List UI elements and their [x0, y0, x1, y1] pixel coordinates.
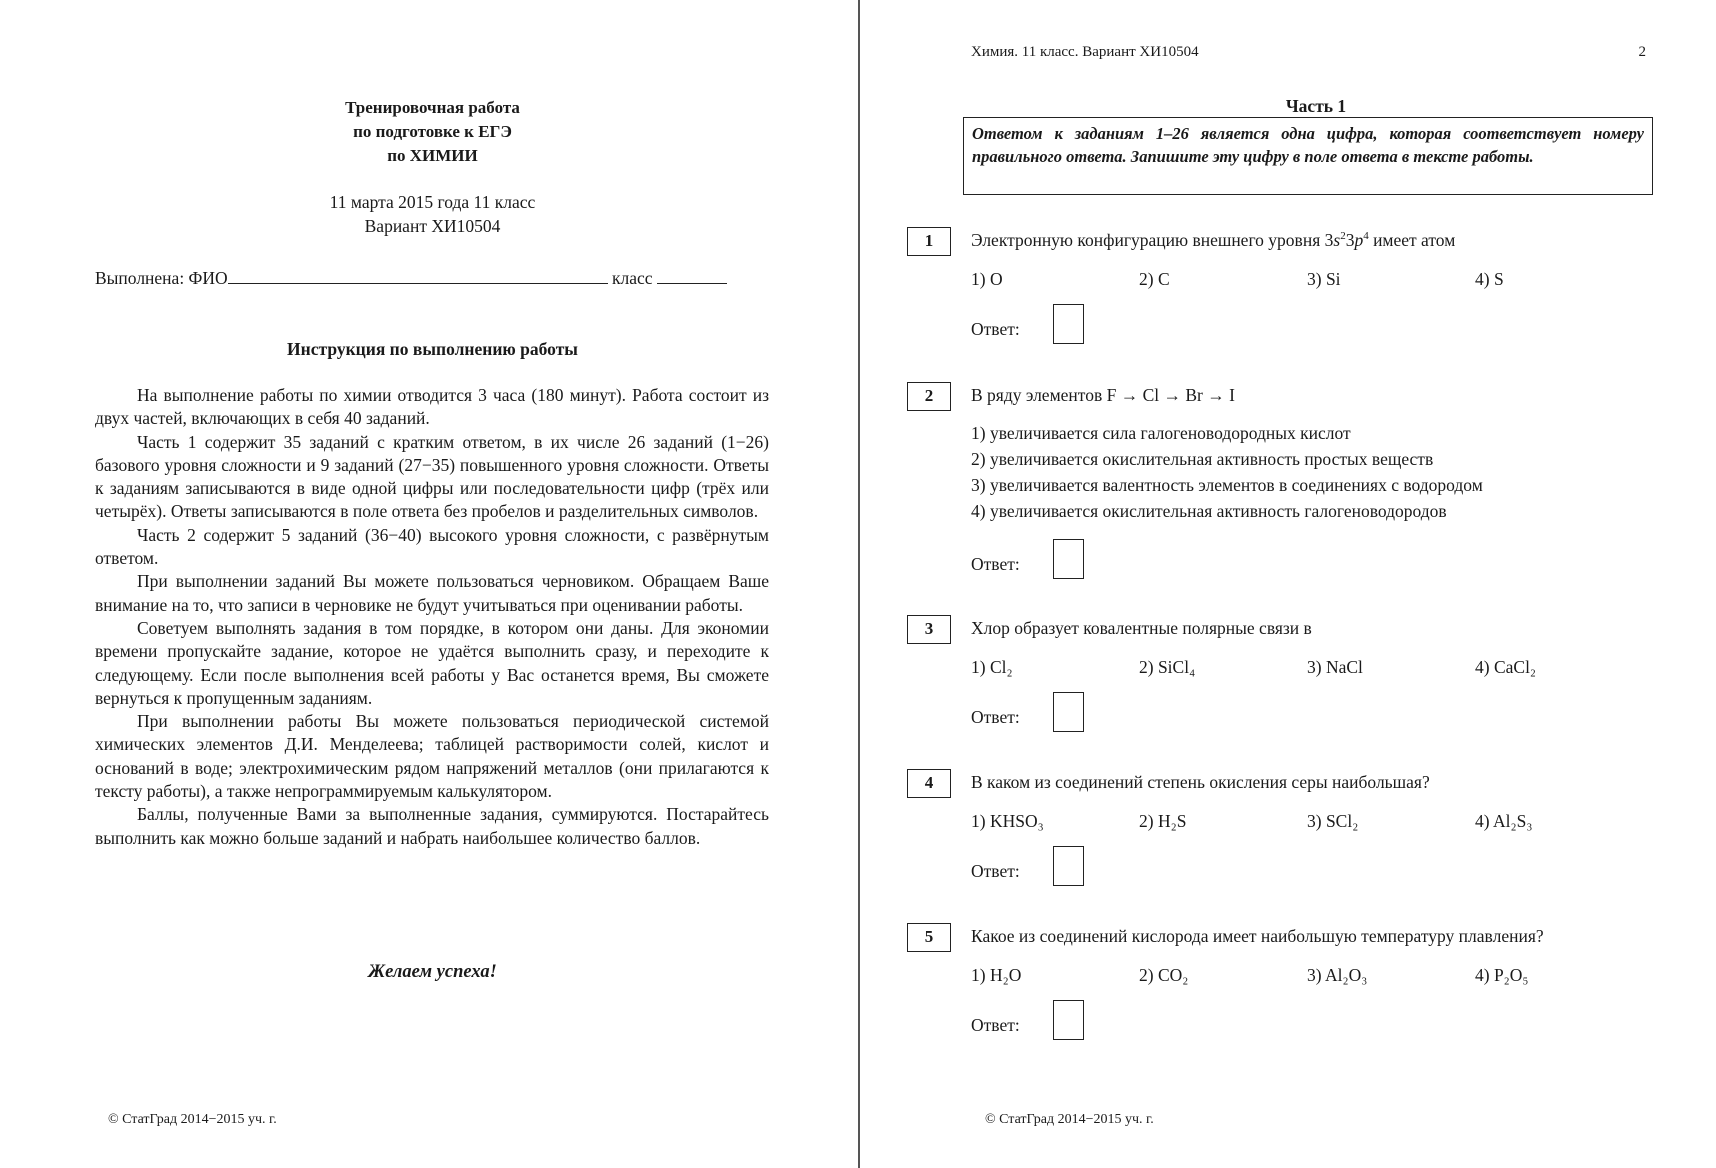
- footer-copyright: © СтатГрад 2014−2015 уч. г.: [985, 1112, 1154, 1127]
- date-variant-block: [95, 190, 770, 238]
- task-number: 1: [907, 227, 951, 256]
- task-number: 3: [907, 615, 951, 644]
- option-3: 3) Si: [1307, 269, 1341, 289]
- running-head: Химия. 11 класс. Вариант ХИ10504: [971, 44, 1199, 60]
- answer-label: Ответ:: [971, 1015, 1020, 1035]
- orbital-p: p: [1354, 230, 1364, 250]
- answer-field: [971, 319, 1020, 340]
- title-line-1: Тренировочная работа: [345, 98, 520, 117]
- task-question: В каком из соединений степень окисления серы наибольшая?: [971, 772, 1430, 792]
- options-list: [971, 420, 1483, 524]
- task-question-suffix: имеет атом: [1368, 230, 1456, 250]
- option-1: 1) KHSO₃: [971, 811, 1044, 831]
- footer-copyright: © СтатГрад 2014−2015 уч. г.: [108, 1112, 277, 1127]
- part-instruction-box: Ответом к заданиям 1–26 является одна цифра, которая соответствует номеру правильного ответа. Запишите эту цифру в поле ответа в тексте работы.: [963, 117, 1653, 195]
- task-question: В ряду элементов F → Cl → Br → I: [971, 385, 1235, 405]
- option-1: 1) O: [971, 269, 1003, 289]
- instruction-title: Инструкция по выполнению работы: [287, 339, 578, 359]
- answer-field: [971, 1015, 1020, 1036]
- instruction-paragraph: Баллы, полученные Вами за выполненные задания, суммируются. Постарайтесь выполнить как можно больше заданий и набрать наибольшее количество баллов.: [95, 804, 769, 848]
- document-title: [95, 96, 770, 168]
- option-2: 2) H₂S: [1139, 811, 1187, 831]
- answer-field: [971, 554, 1020, 575]
- answer-label: Ответ:: [971, 707, 1020, 727]
- fio-label: Выполнена: ФИО: [95, 268, 228, 288]
- option-4: 4) увеличивается окислительная активность галогеноводородов: [971, 501, 1447, 521]
- option-4: 4) CaCl₂: [1475, 657, 1537, 677]
- title-line-3: по ХИМИИ: [387, 146, 478, 165]
- exponent-p: 4: [1363, 230, 1369, 242]
- task-question: Электронную конфигурацию внешнего уровня $3s^23p^4$ имеет атом: [971, 230, 1456, 250]
- fio-input-line[interactable]: [228, 266, 608, 284]
- answer-label: Ответ:: [971, 319, 1020, 339]
- option-1: 1) Cl₂: [971, 657, 1013, 677]
- page-number: 2: [1638, 44, 1646, 60]
- answer-box[interactable]: [1053, 692, 1084, 732]
- option-3: 3) Al₂O₃: [1307, 965, 1368, 985]
- option-3: 3) увеличивается валентность элементов в соединениях с водородом: [971, 475, 1483, 495]
- task-question: Хлор образует ковалентные полярные связи в: [971, 618, 1312, 638]
- answer-label: Ответ:: [971, 554, 1020, 574]
- exponent-s: 2: [1340, 230, 1346, 242]
- task-number: 4: [907, 769, 951, 798]
- answer-box[interactable]: [1053, 304, 1084, 344]
- class-input-line[interactable]: [657, 266, 727, 284]
- answer-field: [971, 707, 1020, 728]
- answer-label: Ответ:: [971, 861, 1020, 881]
- option-4: 4) S: [1475, 269, 1504, 289]
- instruction-paragraph: Часть 2 содержит 5 заданий (36−40) высокого уровня сложности, с развёрнутым ответом.: [95, 524, 769, 569]
- variant-line: Вариант ХИ10504: [364, 216, 501, 236]
- option-2: 2) увеличивается окислительная активность простых веществ: [971, 449, 1434, 469]
- option-2: 2) SiCl₄: [1139, 657, 1196, 677]
- instruction-paragraph: Советуем выполнять задания в том порядке, в котором они даны. Для экономии времени пропускайте задание, которое не удаётся выполнить сразу, и переходите к следующему. Если после выполнения всей работы у Вас останется время, Вы сможете вернуться к пропущенным заданиям.: [95, 617, 769, 708]
- date-line: 11 марта 2015 года 11 класс: [329, 192, 536, 212]
- answer-box[interactable]: [1053, 539, 1084, 579]
- option-4: 4) Al₂S₃: [1475, 811, 1533, 831]
- right-page: [861, 0, 1716, 1168]
- part-title: Часть 1: [1285, 96, 1347, 116]
- task-question-prefix: Электронную конфигурацию внешнего уровня 3: [971, 230, 1334, 250]
- title-line-2: по подготовке к ЕГЭ: [353, 122, 512, 141]
- instruction-paragraph: При выполнении заданий Вы можете пользоваться черновиком. Обращаем Ваше внимание на то, что записи в черновике не будут учитываться при оценивании работы.: [95, 571, 769, 615]
- option-4: 4) P₂O₅: [1475, 965, 1529, 985]
- option-2: 2) C: [1139, 269, 1170, 289]
- task-number: 2: [907, 382, 951, 411]
- class-label: класс: [612, 268, 653, 288]
- option-1: 1) H₂O: [971, 965, 1022, 985]
- task-number: 5: [907, 923, 951, 952]
- answer-field: [971, 861, 1020, 882]
- option-3: 3) SCl₂: [1307, 811, 1359, 831]
- instruction-paragraph: Часть 1 содержит 35 заданий с кратким ответом, в их числе 26 заданий (1−26) базового уровня сложности и 9 заданий (27−35) повышенного уровня сложности. Ответы к заданиям записываются в виде одной цифры или последовательности цифр (трёх или четырёх). Ответы записываются в поле ответа без пробелов и разделительных символов.: [95, 431, 769, 522]
- option-2: 2) CO₂: [1139, 965, 1189, 985]
- instruction-paragraph: На выполнение работы по химии отводится 3 часа (180 минут). Работа состоит из двух частей, включающих в себя 40 заданий.: [95, 385, 769, 429]
- wish-text: Желаем успеха!: [368, 962, 497, 982]
- answer-box[interactable]: [1053, 1000, 1084, 1040]
- option-3: 3) NaCl: [1307, 657, 1363, 677]
- instruction-paragraph: При выполнении работы Вы можете пользоваться периодической системой химических элементов Д.И. Менделеева; таблицей растворимости солей, кислот и оснований в воде; электрохимическим рядом напряжений металлов (они прилагаются к тексту работы), а также непрограммируемым калькулятором.: [95, 711, 769, 802]
- page-divider: [858, 0, 860, 1168]
- instruction-body: [95, 384, 769, 850]
- fio-line: [95, 266, 727, 290]
- orbital-s: s: [1333, 230, 1341, 250]
- task-question: Какое из соединений кислорода имеет наибольшую температуру плавления?: [971, 926, 1544, 946]
- option-1: 1) увеличивается сила галогеноводородных кислот: [971, 423, 1351, 443]
- answer-box[interactable]: [1053, 846, 1084, 886]
